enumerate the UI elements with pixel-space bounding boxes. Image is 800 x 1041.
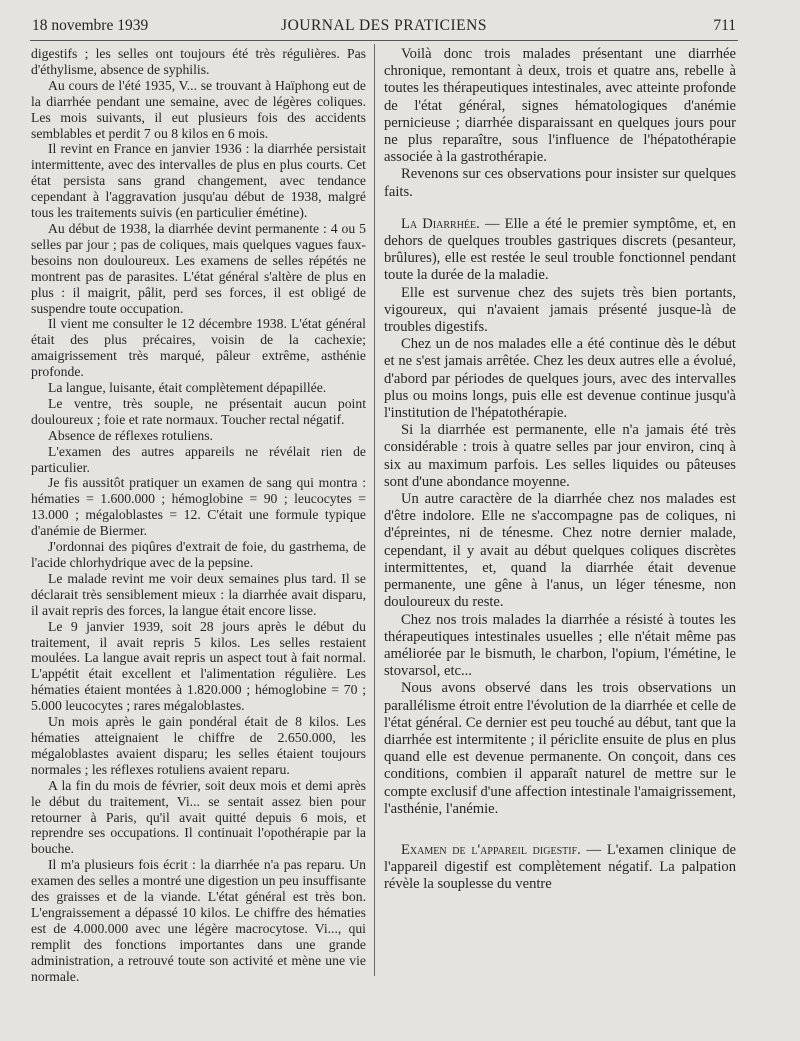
- left-column: [31, 46, 366, 984]
- paragraph: La langue, luisante, était complètement dépapillée.: [48, 380, 327, 396]
- paragraph: Voilà donc trois malades présentant une diarrhée chronique, remontant à deux, trois et quatre ans, rebelle à toutes les thérapeutiques intestinales, avec atteinte profonde de l'état général, signes hématologiques d'anémie pernicieuse ; diarrhée disparaissant en quelques jours pour ne plus reparaître, sous l'influence de l'hépatothérapie associée à la gastrothérapie.: [384, 46, 736, 166]
- paragraph: Je fis aussitôt pratiquer un examen de sang qui montra : hématies = 1.600.000 ; hémoglobine = 90 ; leucocytes = 13.000 ; mégaloblastes = 12. C'était une formule typique d'anémie de Biermer.: [31, 475, 366, 539]
- running-header: [30, 14, 738, 41]
- paragraph: Un autre caractère de la diarrhée chez nos malades est d'être indolore. Elle ne s'accompagne pas de coliques, ni d'épreintes, ni de ténesme. Chez notre dernier malade, cependant, il y avait au début quelques coliques discrètes intermittentes, et, quand la diarrhée était devenue permanente, une gêne à l'anus, un léger ténesme, non douloureux du reste.: [384, 491, 736, 611]
- header-date: 18 novembre 1939: [32, 17, 149, 34]
- paragraph: Au début de 1938, la diarrhée devint permanente : 4 ou 5 selles par jour ; pas de coliques, mais quelques vagues faux-besoins non douloureux. Les examens de selles répétés ne montrent pas de parasites. L'état général s'altère de plus en plus : il maigrit, pâlit, perd ses forces, il est obligé de suspendre toute occupation.: [31, 220, 366, 316]
- paragraph: A la fin du mois de février, soit deux mois et demi après le début du traitement, Vi... se sentait assez bien pour retourner à Paris, qu'il avait quitté depuis 6 mois, et reprendre ses occupations. Il continuait l'opothérapie par la bouche.: [31, 777, 366, 857]
- right-column: [384, 46, 736, 894]
- paragraph: digestifs ; les selles ont toujours été très régulières. Pas d'éthylisme, absence de syphilis.: [31, 46, 366, 77]
- section-examen: [384, 842, 736, 894]
- paragraph: Nous avons observé dans les trois observations un parallélisme étroit entre l'évolution de la diarrhée et celle de l'état général. Ce dernier est peu touché au début, tant que la diarrhée est intermitente ; il périclite ensuite de plus en plus quand elle est devenue permanente. On conçoit, dans ces conditions, combien il apparaît naturel de mettre sur le compte exclusif d'une affection intestinale l'amaigrissement, l'asthénie, l'anémie.: [384, 680, 736, 817]
- paragraph: Chez nos trois malades la diarrhée a résisté à toutes les thérapeutiques intestinales usuelles ; elle n'était même pas améliorée par le bismuth, le charbon, l'opium, l'émétine, le stovarsol, etc...: [384, 611, 736, 680]
- header-journal-title: JOURNAL DES PRATICIENS: [281, 17, 487, 34]
- section-heading: La Diarrhée.: [401, 215, 480, 232]
- paragraph: Il m'a plusieurs fois écrit : la diarrhée n'a pas reparu. Un examen des selles a montré une digestion un peu insuffisante des graisses et de la viande. L'état général est très bon. L'engraissement a dépassé 10 kilos. Le chiffre des hématies est de 4.000.000 avec une légère macrocytose. Vi..., qui remplit des fonctions importantes dans une grande administration, a retrouvé toute son activité et mène une vie normale.: [31, 857, 366, 984]
- paragraph: Il revint en France en janvier 1936 : la diarrhée persistait intermittente, avec des intervalles de plus en plus courts. Cet état persista sans grand changement, avec tendance cependant à l'aggravation jusqu'au début de 1938, malgré tous les traitements suivis (en particulier émétine).: [31, 141, 366, 221]
- column-divider: [374, 44, 375, 976]
- paragraph: Un mois après le gain pondéral était de 8 kilos. Les hématies atteignaient le chiffre de 2.650.000, les mégaloblastes avaient disparu; les selles étaient toujours normales ; les réflexes rotuliens avaient reparu.: [31, 714, 366, 777]
- paragraph: Il vient me consulter le 12 décembre 1938. L'état général était des plus précaires, voisin de la cachexie; amaigrissement très marqué, pâleur extrême, asthénie profonde.: [31, 316, 366, 380]
- paragraph: Chez un de nos malades elle a été continue dès le début et ne s'est jamais arrêtée. Chez les deux autres elle a évolué, d'abord par périodes de quelques jours, avec des intervalles plus ou moins longs, puis elle est devenue continue jusqu'à l'institution de l'hépatothérapie.: [384, 336, 736, 422]
- paragraph: Elle est survenue chez des sujets très bien portants, vigoureux, qui n'avaient jamais présenté jusque-là de troubles digestifs.: [384, 284, 736, 336]
- section-text: — L'examen clinique de l'appareil digestif est complètement négatif. La palpation révèle la souplesse du ventre: [384, 841, 736, 893]
- paragraph: Absence de réflexes rotuliens.: [48, 427, 213, 443]
- section-diarrhee: [384, 216, 736, 285]
- paragraph: Revenons sur ces observations pour insister sur quelques faits.: [384, 166, 736, 200]
- paragraph: J'ordonnai des piqûres d'extrait de foie, du gastrhema, de l'acide chlorhydrique avec de la pepsine.: [31, 539, 366, 570]
- paragraph: Si la diarrhée est permanente, elle n'a jamais été très considérable : trois à quatre selles par jour environ, cinq à six au maximum parfois. Les selles liquides ou pâteuses sont d'une abondance moyenne.: [384, 422, 736, 490]
- paragraph: Au cours de l'été 1935, V... se trouvant à Haïphong eut de la diarrhée pendant une semaine, avec de légères coliques. Les mois suivants, il eut plusieurs fois des accidents semblables et perdit 7 ou 8 kilos en 6 mois.: [31, 77, 366, 141]
- paragraph: Le 9 janvier 1939, soit 28 jours après le début du traitement, il avait repris 5 kilos. Les selles restaient moulées. La langue avait repris un aspect tout à fait normal. L'appétit était excellent et l'alimentation régulière. Les hématies étaient montées à 1.820.000 ; hémoglobine = 70 ; 5.000 leucocytes ; rares mégaloblastes.: [31, 618, 366, 714]
- section-heading: Examen de l'appareil digestif.: [401, 841, 581, 858]
- paragraph: Le ventre, très souple, ne présentait aucun point douloureux ; foie et rate normaux. Toucher rectal négatif.: [31, 395, 366, 427]
- section-text: — Elle a été le premier symptôme, et, en dehors de quelques troubles gastriques discrets (pesanteur, brûlures), elle est restée le seul trouble fonctionnel pendant toute la durée de la maladie.: [384, 215, 736, 284]
- paragraph: Le malade revint me voir deux semaines plus tard. Il se déclarait très sensiblement mieux : la diarrhée avait disparu, il avait repris des forces, la langue était encore lisse.: [31, 570, 366, 618]
- header-page-number: 711: [713, 17, 736, 34]
- paragraph: L'examen des autres appareils ne révélait rien de particulier.: [31, 443, 366, 475]
